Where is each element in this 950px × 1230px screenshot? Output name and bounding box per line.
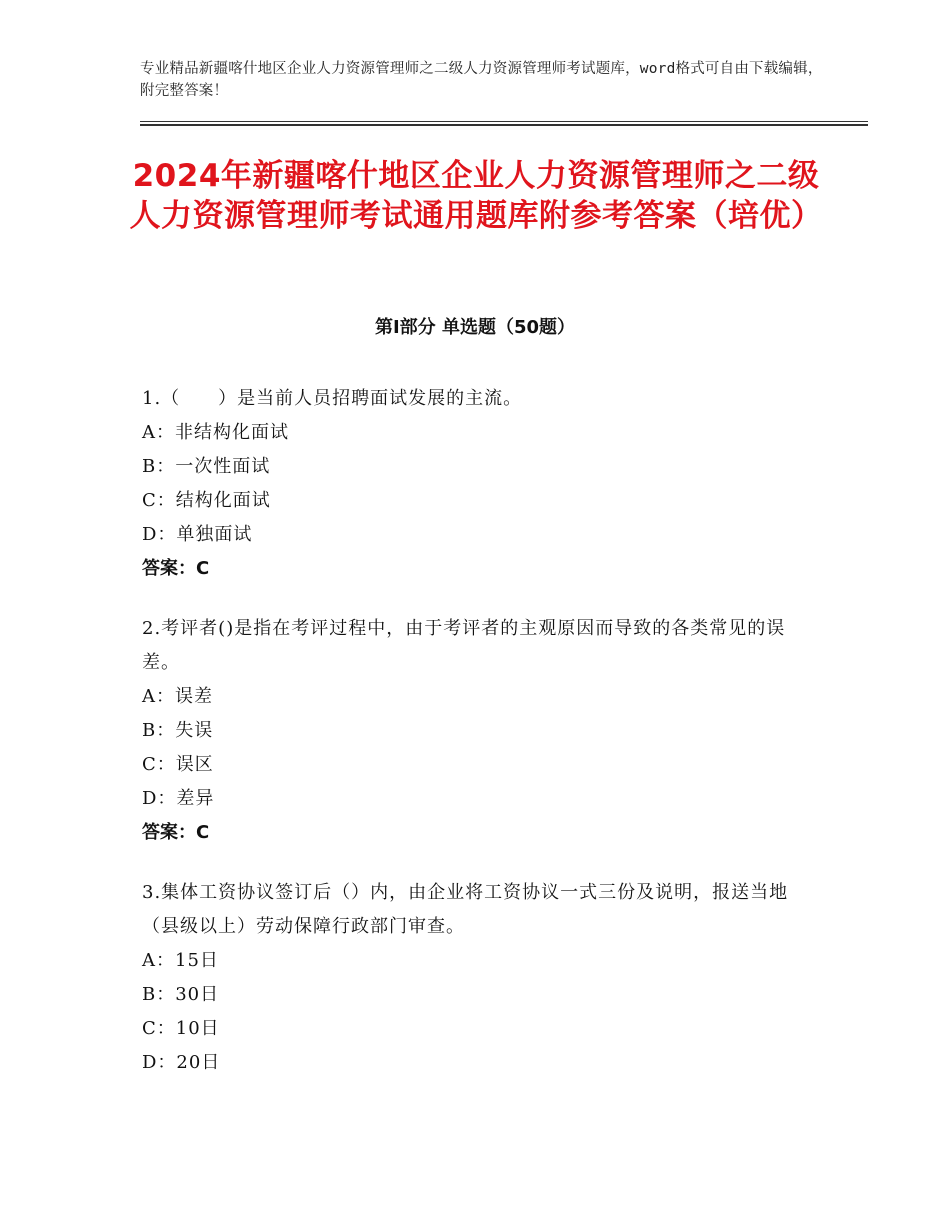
section-heading: 第Ⅰ部分 单选题（50题）	[374, 317, 575, 338]
document-title: 2024年新疆喀什地区企业人力资源管理师之二级人力资源管理师考试通用题库附参考答案（培优）	[129, 158, 823, 234]
question-option: C：10日	[142, 1018, 220, 1039]
question-item	[142, 876, 812, 1080]
question-option: A：非结构化面试	[142, 422, 289, 443]
question-option: D：差异	[142, 788, 215, 809]
question-option: D：单独面试	[142, 524, 253, 545]
header-divider	[140, 121, 868, 126]
header-note: 专业精品新疆喀什地区企业人力资源管理师之二级人力资源管理师考试题库，word格式可自由下载编辑，附完整答案！	[140, 61, 823, 99]
question-item	[142, 612, 812, 850]
question-option: B：一次性面试	[142, 456, 271, 477]
question-option: D：20日	[142, 1052, 221, 1073]
question-stem: 2.考评者()是指在考评过程中，由于考评者的主观原因而导致的各类常见的误差。	[142, 618, 786, 673]
question-answer: 答案：C	[142, 822, 210, 843]
question-option: B：失误	[142, 720, 214, 741]
question-answer: 答案：C	[142, 558, 210, 579]
question-option: C：误区	[142, 754, 214, 775]
question-stem: 3.集体工资协议签订后（）内，由企业将工资协议一式三份及说明，报送当地（县级以上）劳动保障行政部门审查。	[142, 882, 789, 937]
question-option: B：30日	[142, 984, 220, 1005]
question-stem: 1.（ ）是当前人员招聘面试发展的主流。	[142, 388, 523, 409]
question-option: A：15日	[142, 950, 219, 971]
question-option: C：结构化面试	[142, 490, 271, 511]
question-list	[142, 382, 812, 1106]
question-option: A：误差	[142, 686, 213, 707]
question-item	[142, 382, 812, 586]
